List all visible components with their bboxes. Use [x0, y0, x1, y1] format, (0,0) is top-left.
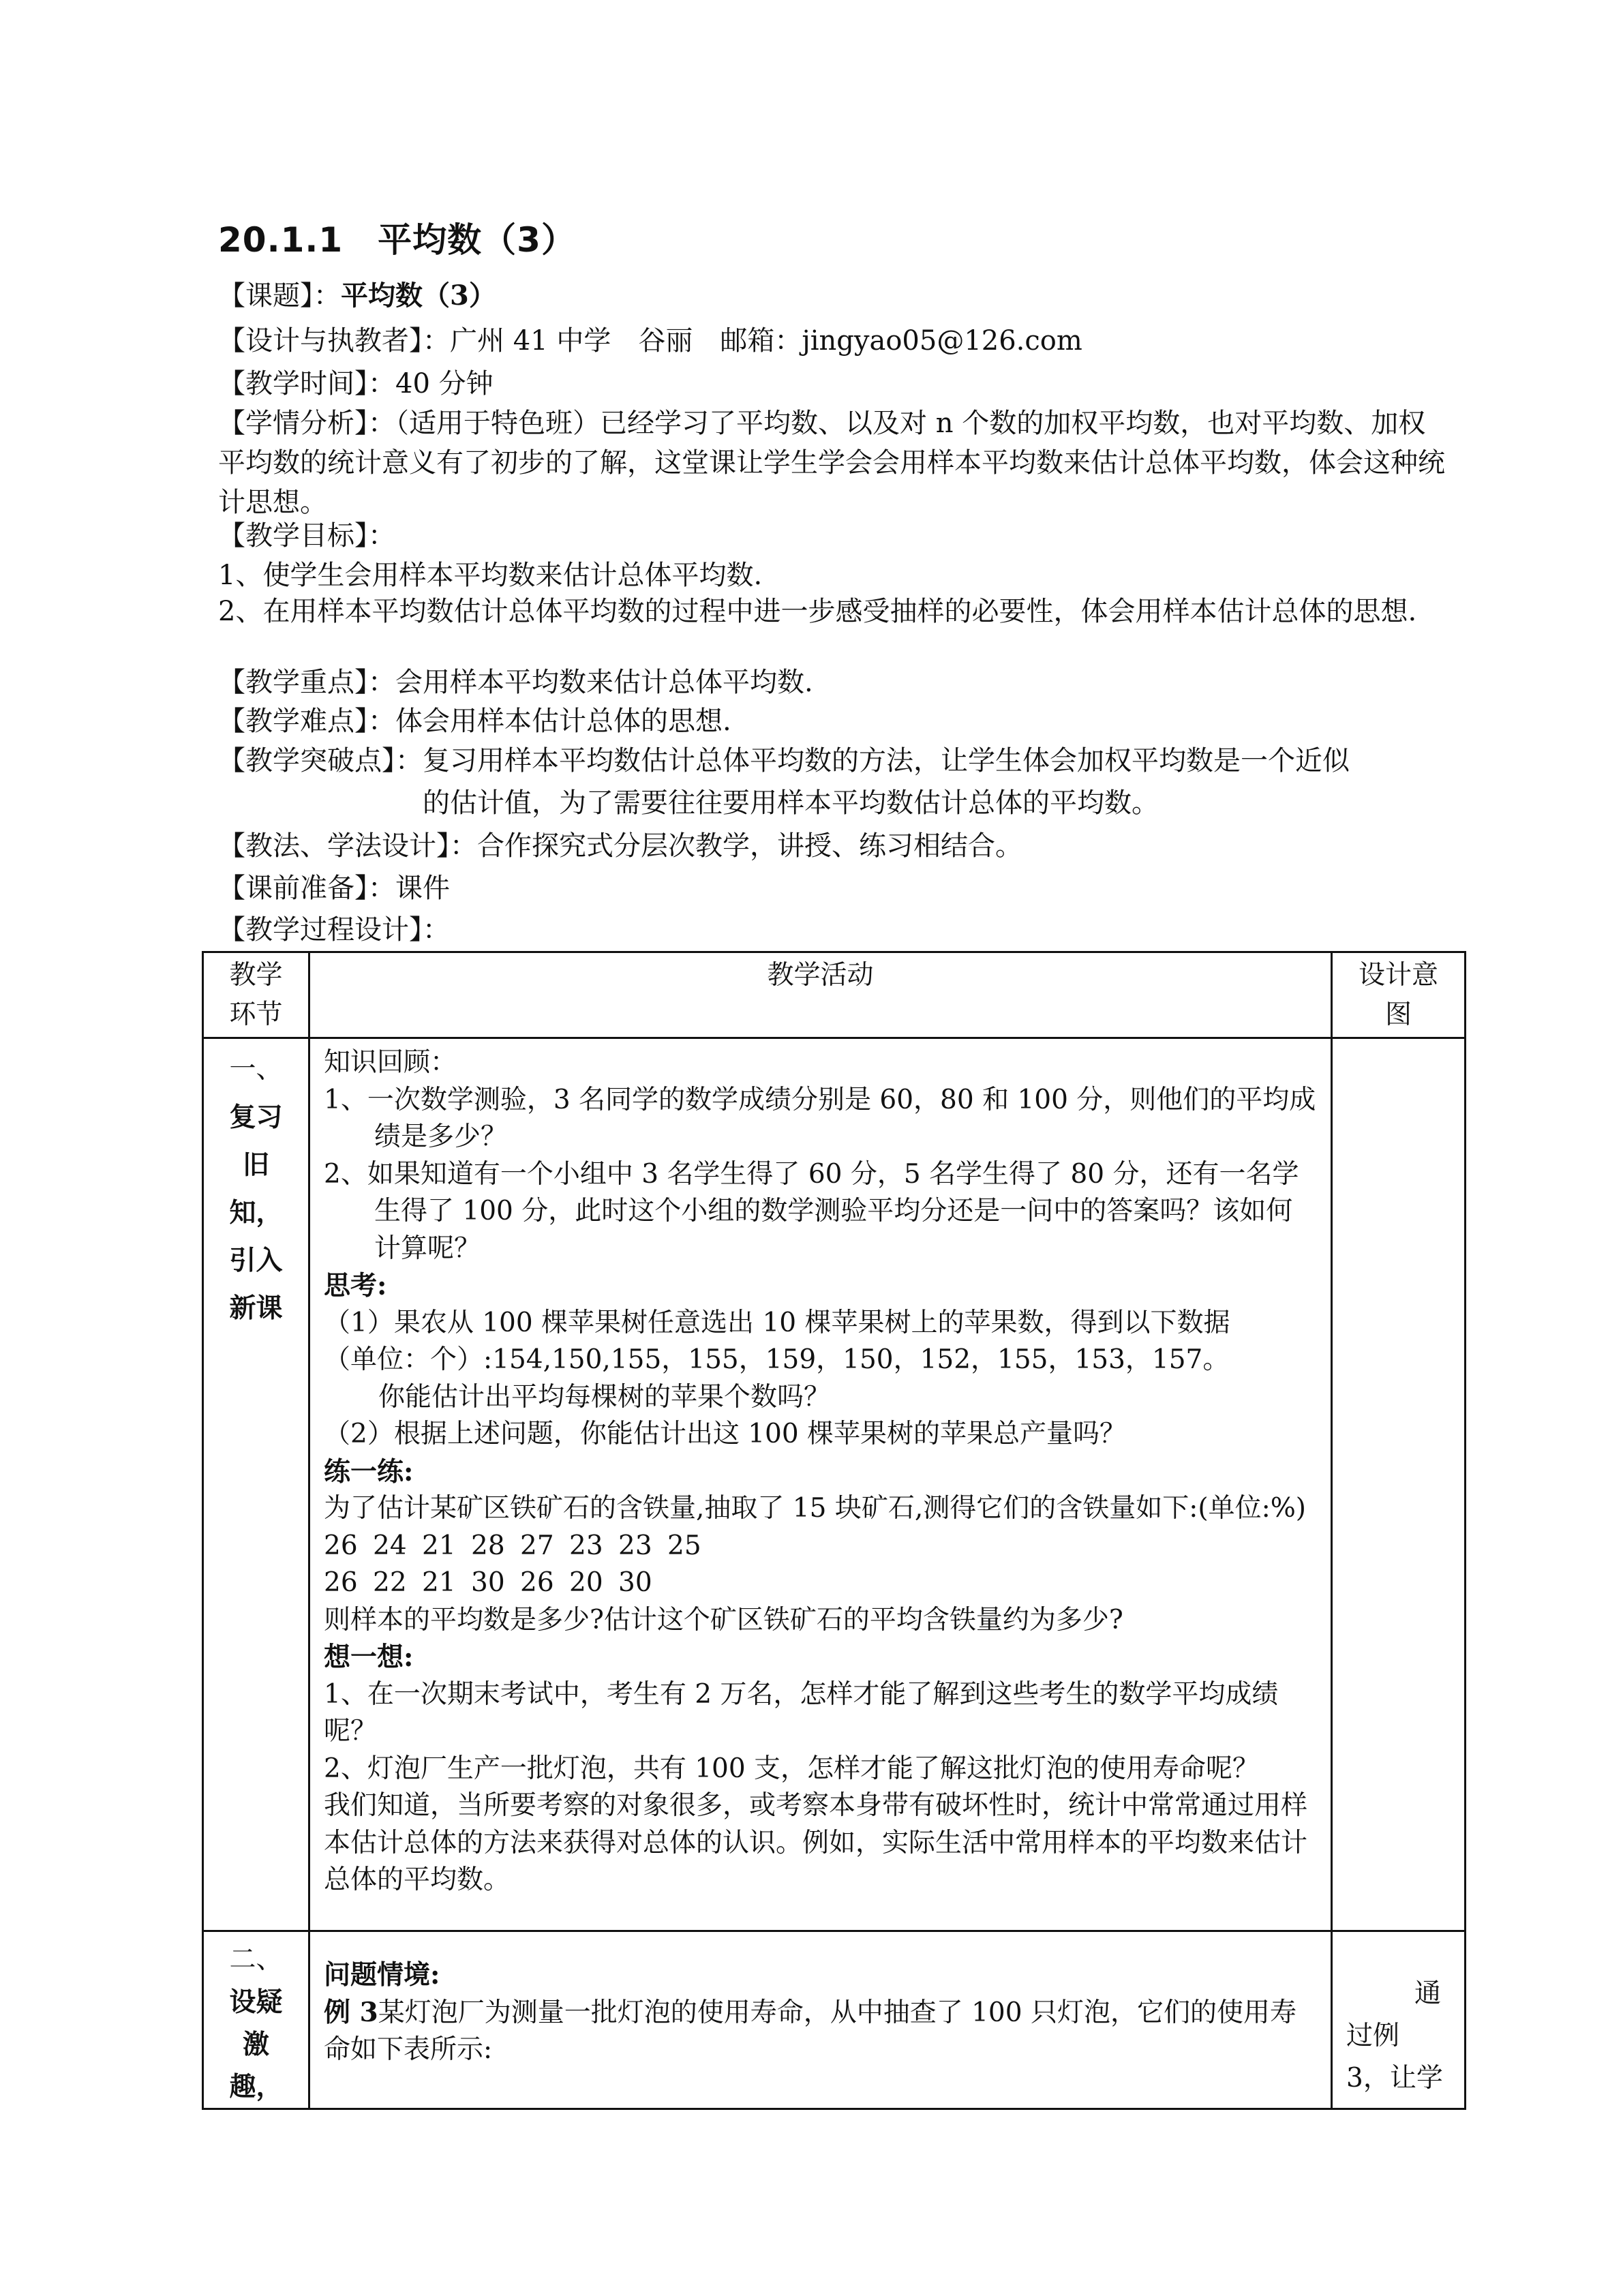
activity-review: [309, 1038, 1332, 1931]
difficulty-value: 体会用样本估计总体的思想.: [395, 706, 731, 737]
example-text: 某灯泡厂为测量一批灯泡的使用寿命，从中抽查了 100 只灯泡，它们的使用寿命如下表所示:: [324, 1997, 1296, 2065]
data-value: 21: [422, 1567, 456, 1598]
stage-text: 二、: [229, 1944, 283, 1975]
data-value: 22: [373, 1567, 407, 1598]
time-value: 40 分钟: [395, 368, 494, 399]
header-stage: [203, 952, 309, 1038]
review-question-1: 1、一次数学测验，3 名同学的数学成绩分别是 60，80 和 100 分，则他们的平均成绩是多少？: [324, 1084, 1316, 1152]
designer-value: 广州 41 中学 谷丽 邮箱：jingyao05@126.com: [450, 325, 1082, 357]
data-value: 27: [520, 1530, 554, 1561]
practice-question: 则样本的平均数是多少?估计这个矿区铁矿石的平均含铁量约为多少?: [324, 1604, 1123, 1635]
ponder-label: 想一想:: [324, 1642, 414, 1673]
header-intent-line2: 图: [1384, 999, 1412, 1030]
stage-text: 新课: [229, 1293, 283, 1324]
topic-label: 【课题】：: [218, 280, 341, 312]
data-value: 30: [618, 1567, 652, 1598]
difficulty-label: 【教学难点】：: [218, 706, 395, 737]
practice-data-row-2: [324, 1565, 1318, 1602]
goal-1: 1、使学生会用样本平均数来估计总体平均数.: [218, 560, 763, 591]
stage-text: 趣，: [229, 2071, 283, 2102]
data-value: 26: [324, 1530, 358, 1561]
practice-data-row-1: [324, 1528, 1318, 1565]
breakthrough-value-2: 的估计值，为了需要往往要用样本平均数估计总体的平均数。: [423, 787, 1159, 819]
data-value: 26: [324, 1567, 358, 1598]
stage-text: 设疑: [229, 1987, 283, 2018]
intent-scenario: [1332, 1931, 1466, 2109]
stage-review: [203, 1038, 309, 1931]
think-question-1: （1）果农从 100 棵苹果树任意选出 10 棵苹果树上的苹果数，得到以下数据: [324, 1307, 1230, 1338]
time-label: 【教学时间】：: [218, 368, 395, 399]
key-value: 会用样本平均数来估计总体平均数.: [395, 667, 813, 698]
data-value: 23: [569, 1530, 603, 1561]
topic-value: 平均数（3）: [341, 280, 496, 312]
data-value: 23: [618, 1530, 652, 1561]
data-value: 24: [373, 1530, 407, 1561]
think-label: 思考:: [324, 1270, 387, 1301]
header-intent: [1332, 952, 1466, 1038]
table-row: [203, 1931, 1466, 2109]
intent-text: 3，让学: [1346, 2063, 1443, 2094]
analysis-label: 【学情分析】：: [218, 408, 395, 439]
stage-text: 旧: [242, 1149, 269, 1181]
process-heading: 【教学过程设计】：: [218, 914, 450, 946]
analysis-paragraph: [218, 404, 1445, 522]
header-stage-line1: 教学: [229, 960, 283, 991]
practice-label: 练一练:: [324, 1455, 414, 1487]
prep-value: 课件: [395, 873, 450, 904]
method-value: 合作探究式分层次教学，讲授、练习相结合。: [477, 830, 1022, 862]
data-value: 28: [471, 1530, 505, 1561]
ponder-3: 我们知道，当所要考察的对象很多，或考察本身带有破坏性时，统计中常常通过用样本估计总体的方法来获得对总体的认识。例如，实际生活中常用样本的平均数来估计总体的平均数。: [324, 1790, 1308, 1895]
stage-text: 一、: [229, 1054, 283, 1085]
designer-label: 【设计与执教者】：: [218, 325, 450, 357]
review-label: 知识回顾：: [324, 1047, 457, 1078]
prep-label: 【课前准备】：: [218, 873, 395, 904]
page-title: 20.1.1 平均数（3）: [218, 220, 576, 260]
intent-text: 通: [1414, 1978, 1442, 2009]
ponder-1: 1、在一次期末考试中，考生有 2 万名，怎样才能了解到这些考生的数学平均成绩呢？: [324, 1678, 1279, 1747]
topic-line: [218, 277, 496, 315]
breakthrough-line: [218, 742, 1350, 780]
analysis-value: （适用于特色班）已经学习了平均数、以及对 n 个数的加权平均数，也对平均数、加权平均数的统计意义有了初步的了解，这堂课让学生学会会用样本平均数来估计总体平均数，体会这种统计思想。: [218, 408, 1445, 518]
difficulty-line: [218, 702, 731, 740]
think-question-2: （2）根据上述问题，你能估计出这 100 棵苹果树的苹果总产量吗？: [324, 1419, 1127, 1449]
review-question-2: 2、如果知道有一个小组中 3 名学生得了 60 分，5 名学生得了 80 分，还有一名学生得了 100 分，此时这个小组的数学测验平均分还是一问中的答案吗？该如何计算呢？: [324, 1158, 1299, 1264]
prep-line: [218, 869, 450, 907]
activity-scenario: [309, 1931, 1332, 2109]
scenario-label: 问题情境:: [324, 1959, 440, 1991]
header-activity-label: 教学活动: [767, 960, 874, 991]
goals-heading: 【教学目标】：: [218, 520, 395, 552]
header-intent-line1: 设计意: [1358, 960, 1438, 991]
stage-text: 引入: [229, 1245, 283, 1276]
practice-text: 为了估计某矿区铁矿石的含铁量,抽取了 15 块矿石,测得它们的含铁量如下:(单位:%): [324, 1493, 1306, 1524]
data-value: 20: [569, 1567, 603, 1598]
designer-line: [218, 322, 1082, 360]
data-value: 26: [520, 1567, 554, 1598]
goal-2: 2、在用样本平均数估计总体平均数的过程中进一步感受抽样的必要性，体会用样本估计总体的思想.: [218, 596, 1417, 627]
time-line: [218, 365, 494, 403]
example-3: [324, 1994, 1318, 2069]
intent-text: 过例: [1346, 2021, 1400, 2051]
ponder-2: 2、灯泡厂生产一批灯泡，共有 100 支，怎样才能了解这批灯泡的使用寿命呢？: [324, 1753, 1260, 1784]
header-stage-line2: 环节: [229, 999, 283, 1030]
key-line: [218, 663, 813, 701]
think-question-1b: （单位：个）:154,150,155，155，159，150，152，155，153，157。: [324, 1344, 1230, 1375]
data-value: 25: [667, 1530, 701, 1561]
table-row: [203, 1038, 1466, 1931]
header-activity: [309, 952, 1332, 1038]
lesson-process-table: [202, 951, 1466, 2110]
stage-text: 复习: [229, 1102, 283, 1133]
method-line: [218, 827, 1022, 865]
example-label: 例 3: [324, 1996, 378, 2028]
method-label: 【教法、学法设计】：: [218, 830, 477, 862]
table-header-row: [203, 952, 1466, 1038]
stage-scenario: [203, 1931, 309, 2109]
key-label: 【教学重点】：: [218, 667, 395, 698]
breakthrough-label: 【教学突破点】：: [218, 745, 423, 776]
intent-review: [1332, 1038, 1466, 1931]
data-value: 30: [471, 1567, 505, 1598]
data-value: 21: [422, 1530, 456, 1561]
breakthrough-value-1: 复习用样本平均数估计总体平均数的方法，让学生体会加权平均数是一个近似: [423, 745, 1350, 776]
think-question-1c: 你能估计出平均每棵树的苹果个数吗？: [378, 1381, 831, 1413]
stage-text: 知，: [229, 1197, 283, 1228]
stage-text: 激: [242, 2029, 269, 2060]
